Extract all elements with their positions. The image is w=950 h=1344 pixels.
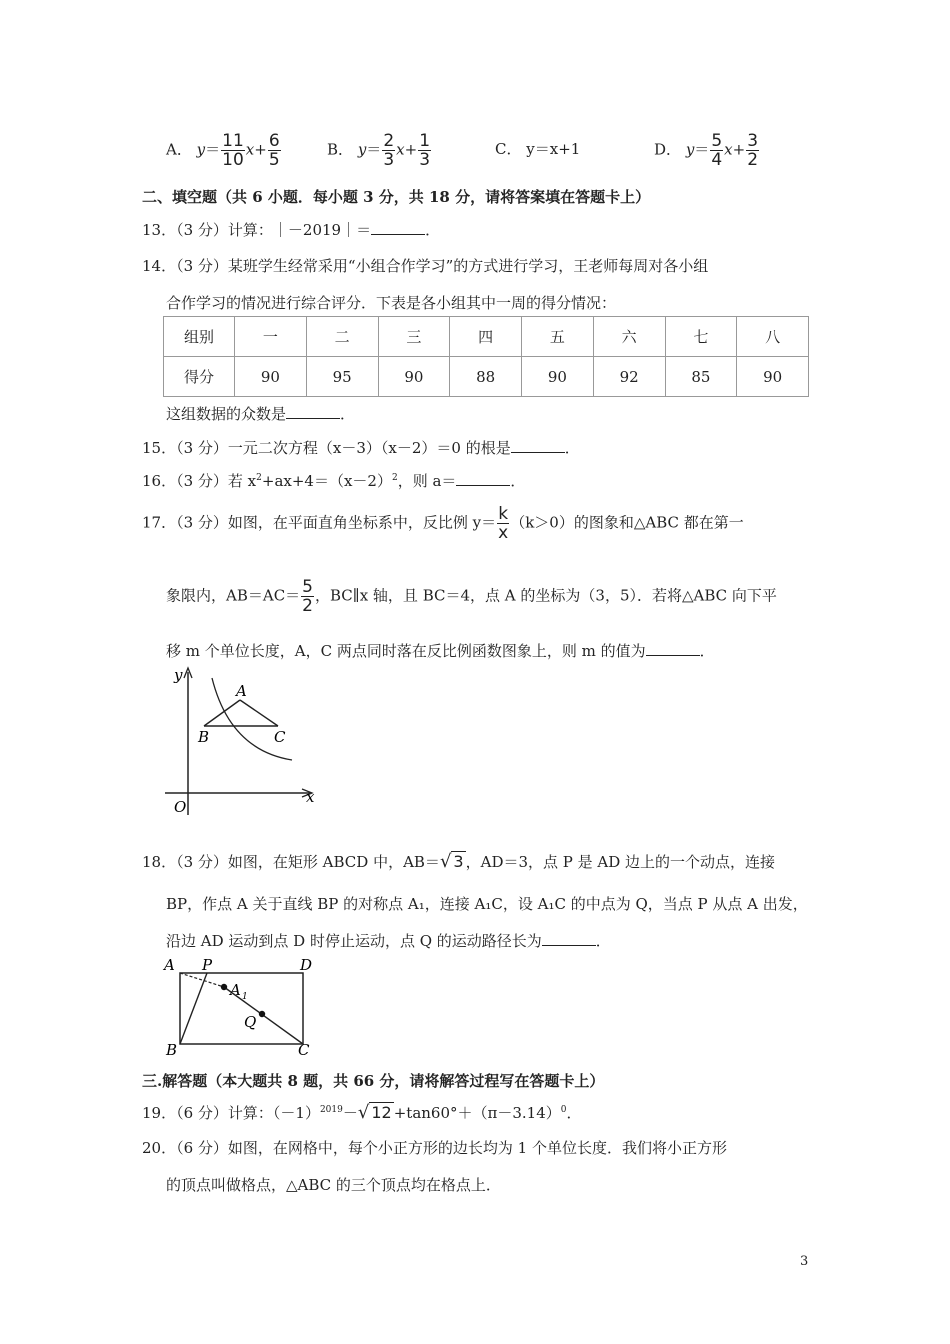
question-18-line3: 沿边 AD 运动到点 D 时停止运动，点 Q 的运动路径长为 ． xyxy=(166,932,611,950)
segment-ab xyxy=(204,700,240,726)
question-20-line2: 的顶点叫做格点，△ABC 的三个顶点均在格点上． xyxy=(166,1176,501,1194)
label-a1-subscript: 1 xyxy=(242,992,248,1002)
score-table xyxy=(163,316,809,397)
question-17-line2: 象限内，AB＝AC＝ $\frac{5}{2}$ ，BC∥x 轴，且 BC＝4，点 A 的坐标为（3，5）．若将△ABC 向下平 xyxy=(166,577,777,616)
question-18: 18．（3 分）如图，在矩形 ABCD 中，AB＝√ 3 ，AD＝3，点 P 是 AD 边上的一个动点，连接 xyxy=(142,851,776,872)
label-y: y xyxy=(174,666,183,684)
table-cell: 92 xyxy=(593,357,665,397)
label-a1: A xyxy=(230,981,241,999)
table-row xyxy=(164,317,809,357)
answer-blank[interactable] xyxy=(646,641,700,656)
table-cell: 一 xyxy=(235,317,307,357)
question-18-line2: BP，作点 A 关于直线 BP 的对称点 A₁，连接 A₁C，设 A₁C 的中点为 Q，当点 P 从点 A 出发， xyxy=(166,895,808,913)
label-o: O xyxy=(174,798,187,816)
answer-blank[interactable] xyxy=(542,931,596,946)
question-19: 19．（6 分）计算：$(-1)^{2019}-√$ $12 +\tan 60^\circ+(\pi-3.14)^0$． xyxy=(142,1102,582,1123)
table-cell: 90 xyxy=(737,357,809,397)
label-c: C xyxy=(298,1041,310,1059)
answer-blank[interactable] xyxy=(511,438,565,453)
q12-option-a: A． y＝ $\frac{11}{10}$ x+ $\frac{6}{5}$ xyxy=(166,131,280,170)
question-14: 14．（3 分）某班学生经常采用“小组合作学习”的方式进行学习，王老师每周对各小组 xyxy=(142,257,709,275)
q18-rectangle-figure xyxy=(160,953,330,1059)
section-3-title: 三.解答题（本大题共 8 题，共 66 分，请将解答过程写在答题卡上） xyxy=(142,1072,605,1090)
label-p: P xyxy=(202,956,213,974)
table-row xyxy=(164,357,809,397)
q12-option-d: D． y＝ $\frac{5}{4}$ x+ $\frac{3}{2}$ xyxy=(654,131,759,170)
rectangle-abcd xyxy=(180,973,303,1044)
question-17: 17．（3 分）如图，在平面直角坐标系中，反比例 y＝ $\frac{k}{x}$ （k＞0）的图象和△ABC 都在第一 xyxy=(142,504,744,543)
answer-blank[interactable] xyxy=(456,471,510,486)
table-cell: 二 xyxy=(306,317,378,357)
table-cell: 90 xyxy=(522,357,594,397)
table-cell: 四 xyxy=(450,317,522,357)
point-a1 xyxy=(221,984,227,990)
table-cell: 88 xyxy=(450,357,522,397)
question-14-line3: 这组数据的众数是 ． xyxy=(166,405,356,423)
label-q: Q xyxy=(244,1013,257,1031)
point-q xyxy=(259,1011,265,1017)
question-20: 20．（6 分）如图，在网格中，每个小正方形的边长均为 1 个单位长度．我们将小正方形 xyxy=(142,1139,727,1157)
q12-option-b: B． y＝ $\frac{2}{3}$ x+ $\frac{1}{3}$ xyxy=(327,131,431,170)
table-cell: 三 xyxy=(378,317,450,357)
table-cell: 七 xyxy=(665,317,737,357)
table-cell: 90 xyxy=(235,357,307,397)
label-b: B xyxy=(198,728,210,746)
section-2-title: 二、填空题（共 6 小题．每小题 3 分，共 18 分，请将答案填在答题卡上） xyxy=(142,188,651,206)
segment-ac xyxy=(240,700,278,726)
question-15: 15．（3 分）一元二次方程（x－3）（x－2）＝0 的根是 ． xyxy=(142,439,580,457)
question-17-line3: 移 m 个单位长度，A，C 两点同时落在反比例函数图象上，则 m 的值为 ． xyxy=(166,642,715,660)
question-13: 13．（3 分）计算：｜－2019｜＝ ． xyxy=(142,221,441,239)
answer-blank[interactable] xyxy=(371,220,425,235)
hyperbola-curve xyxy=(212,678,292,760)
table-cell: 得分 xyxy=(164,357,235,397)
table-cell: 95 xyxy=(306,357,378,397)
table-cell: 90 xyxy=(378,357,450,397)
table-cell: 五 xyxy=(522,317,594,357)
label-x: x xyxy=(306,788,315,806)
label-a: A xyxy=(236,682,247,700)
q12-option-c: C． y＝x+1 xyxy=(495,140,581,158)
label-c: C xyxy=(274,728,286,746)
table-cell: 组别 xyxy=(164,317,235,357)
question-14-line2: 合作学习的情况进行综合评分．下表是各小组其中一周的得分情况： xyxy=(166,294,617,312)
table-cell: 85 xyxy=(665,357,737,397)
q17-coordinate-figure xyxy=(160,660,330,825)
answer-blank[interactable] xyxy=(286,404,340,419)
label-d: D xyxy=(300,956,313,974)
table-cell: 六 xyxy=(593,317,665,357)
segment-bp xyxy=(180,973,207,1044)
label-b: B xyxy=(166,1041,178,1059)
page-number: 3 xyxy=(800,1254,809,1269)
question-16: 16．（3 分）若 $x^2+ax+4=(x-2)^2$，则 a＝ ． xyxy=(142,472,526,490)
table-cell: 八 xyxy=(737,317,809,357)
label-a: A xyxy=(164,956,175,974)
